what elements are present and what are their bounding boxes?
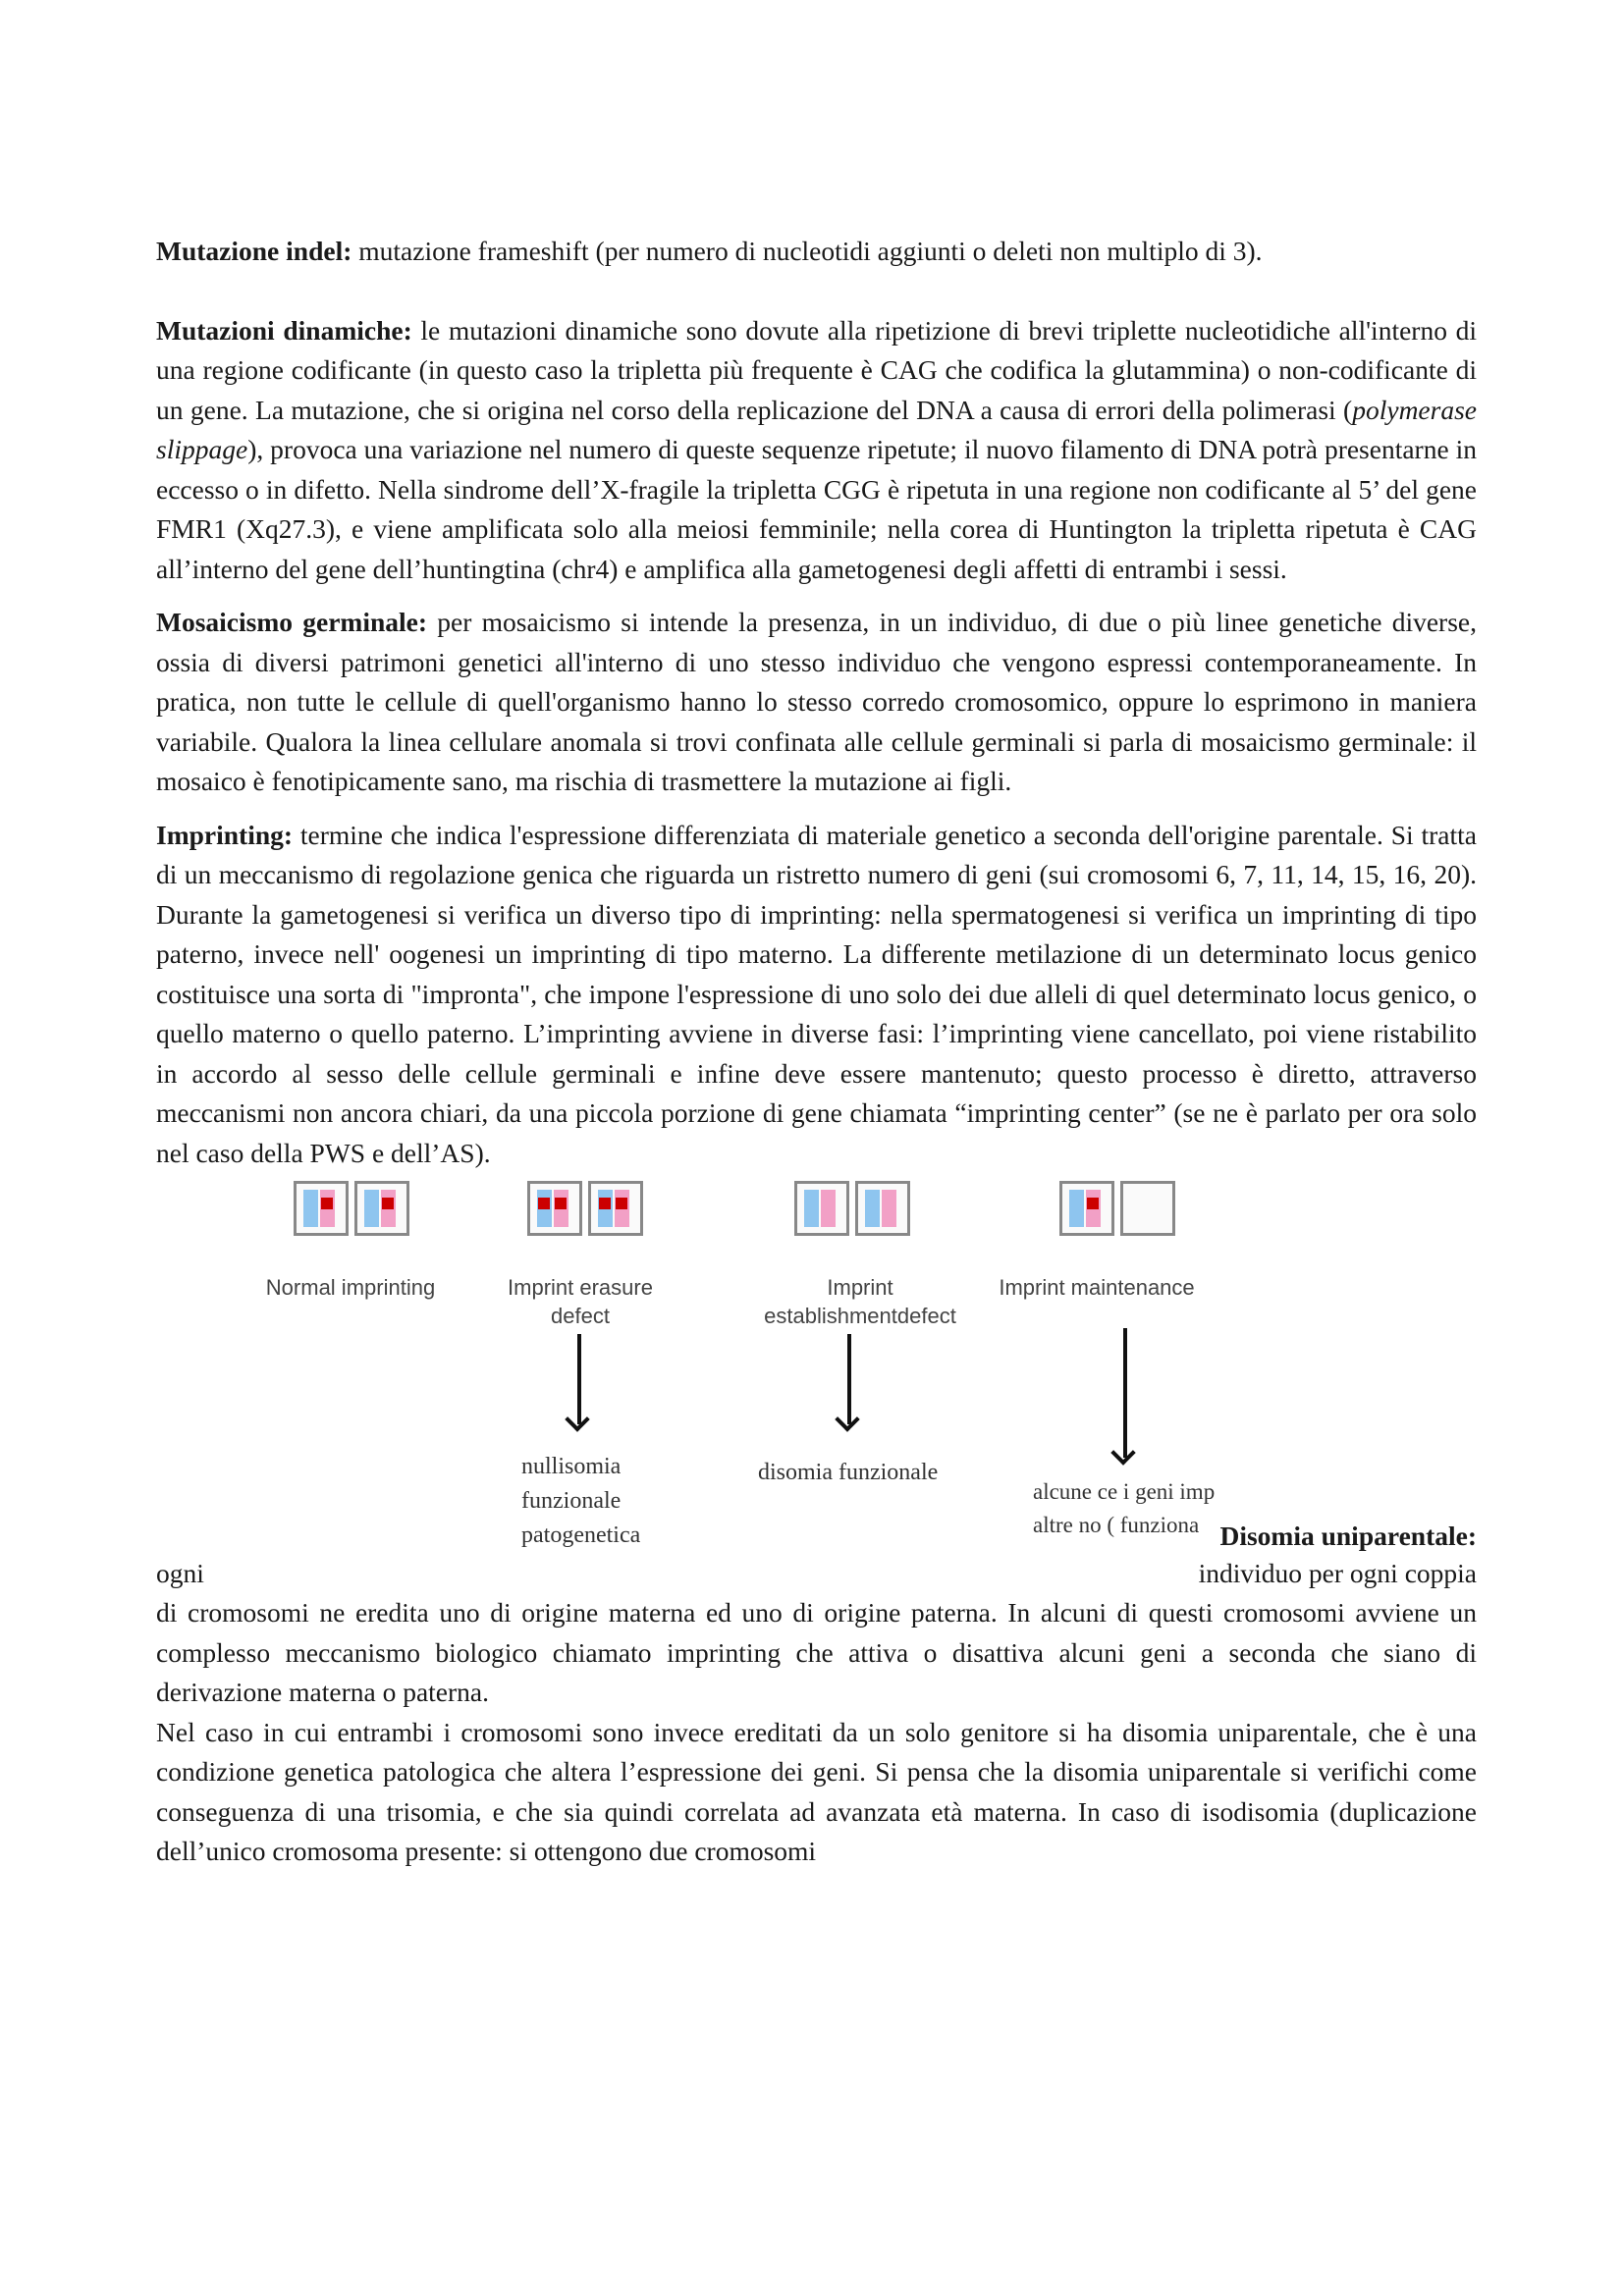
term-mutazioni-dinamiche: Mutazioni dinamiche: [156,314,412,346]
label-imprint-establishment-defect: Imprint establishmentdefect [764,1275,956,1328]
italic-polymerase-slippage: polymerase slippage [156,394,1477,464]
label-imprint-maintenance: Imprint maintenance [999,1275,1195,1300]
paragraph-indel: Mutazione indel: mutazione frameshift (per numero di nucleotidi aggiunti o deleti non multiplo di 3). [156,236,1263,266]
term-indel: Mutazione indel: [156,236,352,266]
term-imprinting: Imprinting: [156,819,294,850]
result-nullisomia: nullisomia funzionale patogenetica [521,1454,641,1548]
imprinting-figure-row [156,1173,1477,1588]
disomia-left-word: ogni [156,1558,204,1588]
label-imprint-erasure-defect: Imprint erasure defect [508,1275,653,1328]
disomia-side-text: individuo per ogni coppia [1198,1558,1477,1588]
paragraph-disomia-uniparentale-a: di cromosomi ne eredita uno di origine materna ed uno di origine paterna. In alcuni di questi cromosomi avviene un complesso meccanismo biologico chiamato imprinting che attiva o disattiva alcuni geni a seconda che siano di derivazione materna o paterna. [156,1597,1477,1707]
arrow-down-icon [847,1334,851,1424]
arrow-down-icon [1123,1328,1127,1458]
paragraph-mutazioni-dinamiche: Mutazioni dinamiche: le mutazioni dinamiche sono dovute alla ripetizione di brevi triplette nucleotidiche all'interno di una regione codificante (in questo caso la tripletta più frequente è CAG che codifica la glutammina) o non-codificante di un gene. La mutazione, che si origina nel corso della replicazione del DNA a causa di errori della polimerasi (polymerase slippage), provoca una variazione nel numero di queste sequenze ripetute; il nuovo filamento di DNA potrà presentarne in eccesso o in difetto. Nella sindrome dell’X-fragile la tripletta CGG è ripetuta in una regione non codificante al 5’ del gene FMR1 (Xq27.3), e viene amplificata solo alla meiosi femminile; nella corea di Huntington la tripletta ripetuta è CAG all’interno del gene dell’huntingtina (chr4) e amplifica alla gametogenesi degli affetti di entrambi i sessi. [156,314,1477,584]
result-disomia-funzionale: disomia funzionale [758,1460,939,1485]
result-alcune-cellule: alcune ce i geni imp altre no ( funziona [1033,1479,1216,1537]
term-mosaicismo-germinale: Mosaicismo germinale: [156,607,428,637]
imprinting-figure [265,1181,1285,1583]
label-normal-imprinting: Normal imprinting [265,1275,436,1300]
term-disomia-uniparentale: Disomia uniparentale: [1219,1521,1477,1551]
paragraph-imprinting: Imprinting: termine che indica l'espressione differenziata di materiale genetico a seconda dell'origine parentale. Si tratta di un meccanismo di regolazione genica che riguarda un ristretto numero di geni (sui cromosomi 6, 7, 11, 14, 15, 16, 20). Durante la gametogenesi si verifica un diverso tipo di imprinting: nella spermatogenesi si verifica un imprinting di tipo paterno, invece nell' oogenesi un imprinting di tipo materno. La differente metilazione di un determinato locus genico costituisce una sorta di "impronta", che impone l'espressione di uno solo dei due alleli di quel determinato locus genico, o quello materno o quello paterno. L’imprinting avviene in diverse fasi: l’imprinting viene cancellato, poi viene ristabilito in accordo al sesso delle cellule germinali e infine deve essere mantenuto; questo processo è diretto, attraverso meccanismi non ancora chiari, da una piccola porzione di gene chiamata “imprinting center” (se ne è parlato per ora solo nel caso della PWS e dell’AS). [156,819,1477,1168]
document-page [156,232,1477,1872]
paragraph-mosaicismo-germinale: Mosaicismo germinale: per mosaicismo si intende la presenza, in un individuo, di due o più linee genetiche diverse, ossia di diversi patrimoni genetici all'interno di uno stesso individuo che vengono espressi contemporaneamente. In pratica, non tutte le cellule di quell'organismo hanno lo stesso corredo cromosomico, oppure lo esprimono in maniera variabile. Qualora la linea cellulare anomala si trovi confinata alle cellule germinali si parla di mosaicismo germinale: il mosaico è fenotipicamente sano, ma rischia di trasmettere la mutazione ai figli. [156,607,1477,796]
paragraph-disomia-uniparentale-b: Nel caso in cui entrambi i cromosomi sono invece ereditati da un solo genitore si ha disomia uniparentale, che è una condizione genetica patologica che altera l’espressione dei geni. Si pensa che la disomia uniparentale si verifichi come conseguenza di una trisomia, e che sia quindi correlata ad avanzata età materna. In caso di isodisomia (duplicazione dell’unico cromosoma presente: si ottengono due cromosomi [156,1716,1477,1866]
arrow-down-icon [577,1334,581,1424]
